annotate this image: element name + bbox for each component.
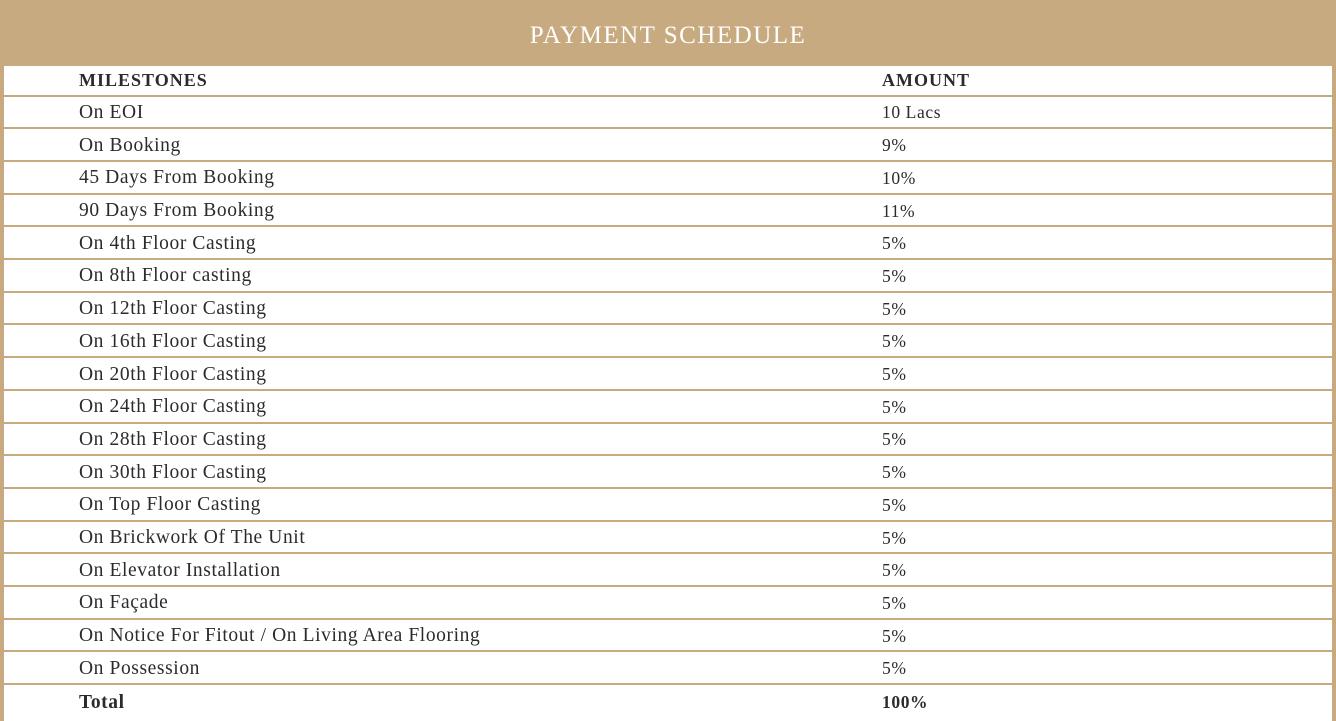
- amount-header: AMOUNT: [882, 69, 970, 90]
- milestone-cell: On Notice For Fitout / On Living Area Flooring: [79, 625, 481, 647]
- amount-cell: 5%: [882, 494, 907, 515]
- amount-cell: 5%: [882, 233, 907, 254]
- table-row: [4, 491, 1332, 522]
- milestone-cell: On Façade: [79, 592, 169, 614]
- amount-cell: 5%: [882, 429, 907, 450]
- payment-schedule-table: [3, 66, 1333, 721]
- amount-cell: 5%: [882, 298, 907, 319]
- milestone-cell: On Brickwork Of The Unit: [79, 527, 306, 549]
- milestone-cell: On Elevator Installation: [79, 559, 281, 581]
- table-row: [4, 131, 1332, 162]
- amount-cell: 5%: [882, 592, 907, 613]
- total-amount: 100%: [882, 692, 929, 713]
- milestones-header: MILESTONES: [79, 69, 208, 90]
- amount-cell: 9%: [882, 135, 907, 156]
- table-header-row: [4, 66, 1332, 97]
- milestone-cell: On 16th Floor Casting: [79, 330, 267, 352]
- table-total-row: [4, 687, 1332, 718]
- amount-cell: 5%: [882, 560, 907, 581]
- amount-cell: 5%: [882, 265, 907, 286]
- table-row: [4, 589, 1332, 620]
- table-row: [4, 328, 1332, 359]
- table-row: [4, 295, 1332, 326]
- milestone-cell: On 8th Floor casting: [79, 265, 252, 287]
- amount-cell: 5%: [882, 364, 907, 385]
- amount-cell: 5%: [882, 658, 907, 679]
- milestone-cell: 90 Days From Booking: [79, 200, 275, 222]
- milestone-cell: On EOI: [79, 101, 144, 123]
- milestone-cell: On 20th Floor Casting: [79, 363, 267, 385]
- title-bar: [0, 0, 1336, 66]
- table-row: [4, 99, 1332, 130]
- table-row: [4, 393, 1332, 424]
- milestone-cell: On 30th Floor Casting: [79, 461, 267, 483]
- table-row: [4, 622, 1332, 653]
- amount-cell: 10 Lacs: [882, 102, 942, 123]
- milestone-cell: On 24th Floor Casting: [79, 396, 267, 418]
- amount-cell: 5%: [882, 527, 907, 548]
- table-row: [4, 164, 1332, 195]
- milestone-cell: On 12th Floor Casting: [79, 298, 267, 320]
- table-row: [4, 557, 1332, 588]
- amount-cell: 11%: [882, 200, 916, 221]
- amount-cell: 5%: [882, 396, 907, 417]
- milestone-cell: 45 Days From Booking: [79, 167, 275, 189]
- table-row: [4, 360, 1332, 391]
- table-row: [4, 655, 1332, 686]
- amount-cell: 10%: [882, 167, 916, 188]
- total-label: Total: [79, 691, 125, 713]
- table-row: [4, 524, 1332, 555]
- milestone-cell: On 28th Floor Casting: [79, 428, 267, 450]
- table-row: [4, 262, 1332, 293]
- milestone-cell: On 4th Floor Casting: [79, 232, 257, 254]
- milestone-cell: On Possession: [79, 657, 201, 679]
- table-row: [4, 426, 1332, 457]
- table-row: [4, 458, 1332, 489]
- amount-cell: 5%: [882, 462, 907, 483]
- table-row: [4, 230, 1332, 261]
- amount-cell: 5%: [882, 331, 907, 352]
- milestone-cell: On Booking: [79, 134, 181, 156]
- milestone-cell: On Top Floor Casting: [79, 494, 261, 516]
- amount-cell: 5%: [882, 625, 907, 646]
- page-title: PAYMENT SCHEDULE: [529, 22, 807, 49]
- table-row: [4, 197, 1332, 228]
